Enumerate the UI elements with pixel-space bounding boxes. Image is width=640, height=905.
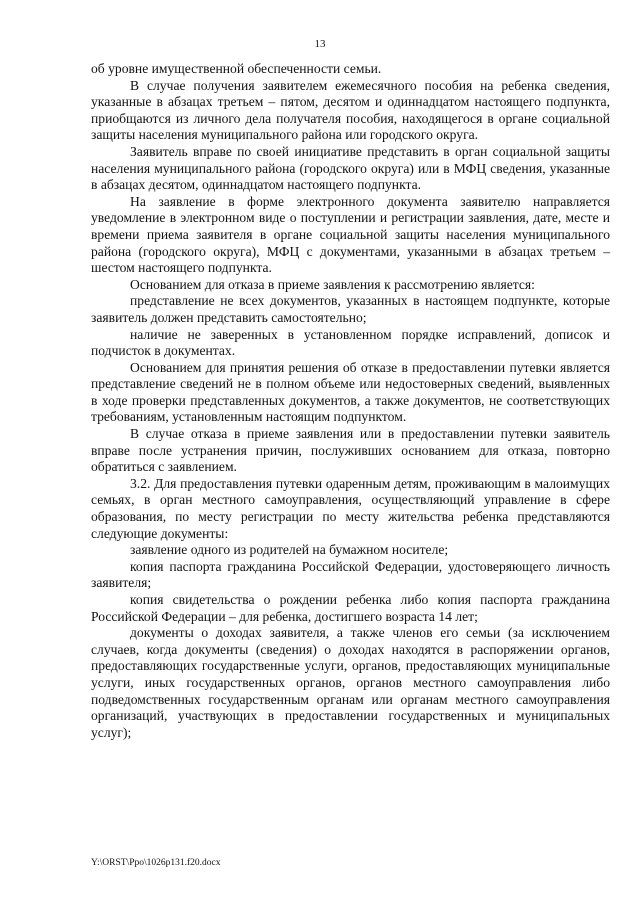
paragraph: Основанием для отказа в приеме заявления к рассмотрению является: [130, 276, 535, 292]
footer-file-path: Y:\ORST\Ppo\1026p131.f20.docx [91, 858, 221, 868]
page-number: 13 [314, 38, 326, 50]
paragraph: заявление одного из родителей на бумажном носителе; [130, 542, 449, 558]
paragraph: копия паспорта гражданина Российской Федерации, удостоверяющего личность заявителя; [91, 558, 610, 591]
paragraph: наличие не заверенных в установленном порядке исправлений, дописок и подчисток в документах. [91, 326, 610, 359]
paragraph: документы о доходах заявителя, а также членов его семьи (за исключением случаев, когда документы (сведения) о доходах находятся в распоряжении органов, предоставляющих государственные услуги, органов, предоставляющих муниципальные услуги, иных государственных органов, органов местного самоуправления либо подведомственных государственным органам или органам местного самоуправления организаций, участвующих в предоставлении государственных и муниципальных услуг); [91, 625, 610, 740]
document-body [91, 61, 610, 741]
paragraph: Основанием для принятия решения об отказе в предоставлении путевки является представление сведений не в полном объеме или недостоверных сведений, выявленных в ходе проверки представленных документов, а также документов, не соответствующих требованиям, установленным настоящим подпунктом. [91, 359, 610, 425]
paragraph: Заявитель вправе по своей инициативе представить в орган социальной защиты населения муниципального района (городского округа) или в МФЦ сведения, указанные в абзацах десятом, одиннадцатом настоящего подпункта. [91, 143, 610, 193]
paragraph: В случае получения заявителем ежемесячного пособия на ребенка сведения, указанные в абзацах третьем – пятом, десятом и одиннадцатом настоящего подпункта, приобщаются из личного дела получателя пособия, находящегося в органе социальной защиты населения муниципального района или городского округа. [91, 77, 610, 143]
paragraph: об уровне имущественной обеспеченности семьи. [91, 61, 382, 76]
paragraph: На заявление в форме электронного документа заявителю направляется уведомление в электронном виде о поступлении и регистрации заявления, дате, месте и времени приема заявителя в органе социальной защиты населения муниципального района (городского округа), МФЦ с документами, указанными в абзацах третьем – шестом настоящего подпункта. [91, 193, 610, 276]
paragraph: В случае отказа в приеме заявления или в предоставлении путевки заявитель вправе после устранения причин, послуживших основанием для отказа, повторно обратиться с заявлением. [91, 426, 610, 475]
paragraph: представление не всех документов, указанных в настоящем подпункте, которые заявитель должен представить самостоятельно; [91, 293, 610, 325]
paragraph: 3.2. Для предоставления путевки одаренным детям, проживающим в малоимущих семьях, в орган местного самоуправления, осуществляющий управление в сфере образования, по месту регистрации по месту жительства ребенка представляются следующие документы: [91, 475, 610, 541]
paragraph: копия свидетельства о рождении ребенка либо копия паспорта гражданина Российской Федерации – для ребенка, достигшего возраста 14 лет; [91, 592, 610, 624]
